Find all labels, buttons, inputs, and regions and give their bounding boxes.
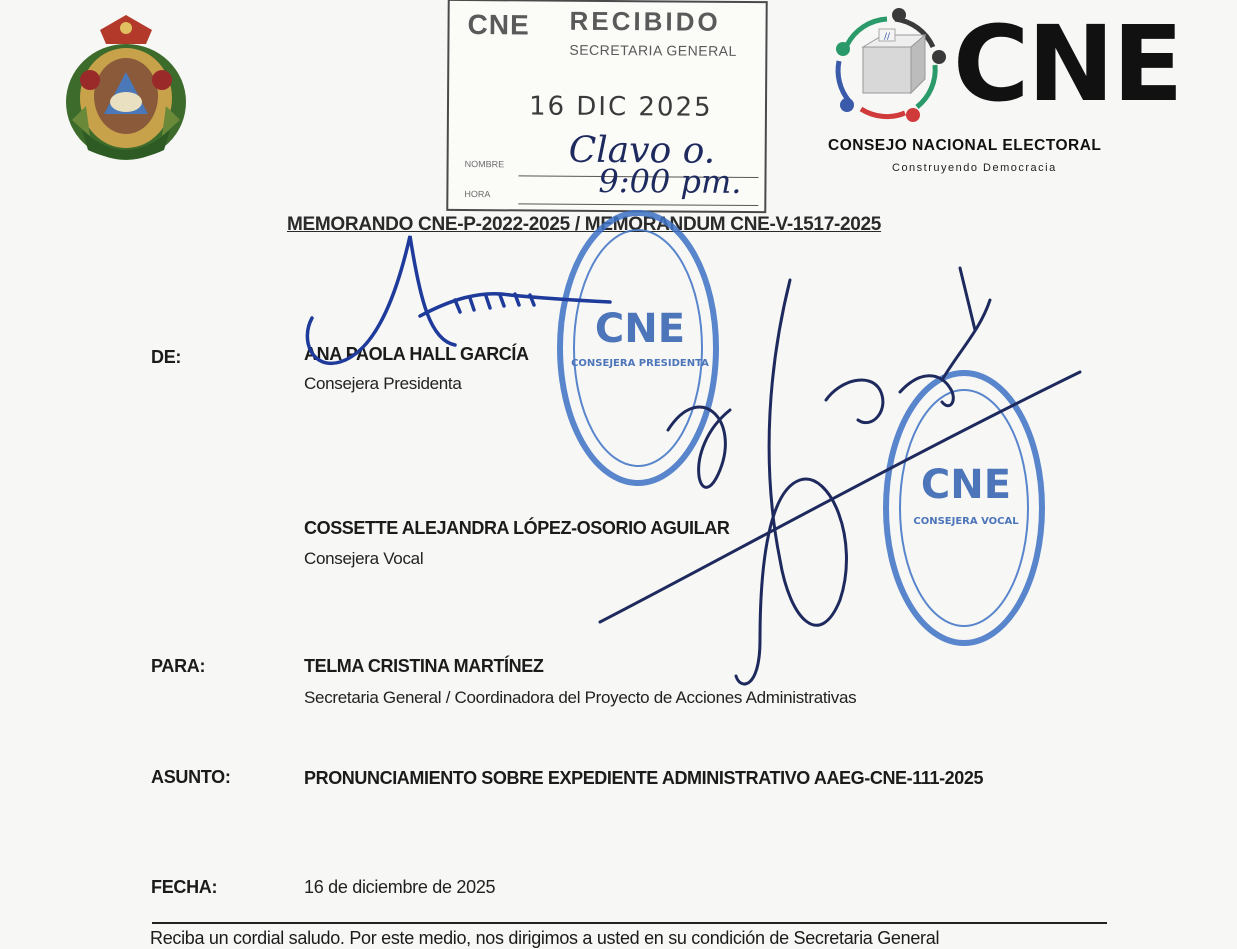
stamp-department: SECRETARIA GENERAL: [569, 41, 737, 59]
recipient-name: TELMA CRISTINA MARTÍNEZ: [304, 656, 544, 676]
organization-tagline: Construyendo Democracia: [892, 162, 1057, 174]
de-label: DE:: [151, 347, 182, 367]
seal2-center: CNE: [920, 462, 1012, 508]
cne-ballot-box-logo-icon: [825, 5, 950, 130]
fecha-label: FECHA:: [151, 877, 218, 897]
divider: [152, 922, 1107, 924]
svg-text://: //: [883, 32, 891, 42]
coat-of-arms-icon: [60, 10, 192, 165]
seal1-center: CNE: [594, 306, 686, 352]
seal-presidenta-icon: [560, 213, 716, 483]
organization-name: CONSEJO NACIONAL ELECTORAL: [828, 137, 1102, 154]
seal2-line: CONSEJERA VOCAL: [913, 516, 1019, 527]
sender2-name: COSSETTE ALEJANDRA LÓPEZ-OSORIO AGUILAR: [304, 518, 730, 538]
sender1-name: ANA PAOLA HALL GARCÍA: [304, 344, 529, 364]
sender2-role: Consejera Vocal: [304, 549, 424, 568]
stamp-org: CNE: [467, 9, 530, 41]
seal-vocal-icon: [886, 373, 1042, 643]
body-first-line: Reciba un cordial saludo. Por este medio, nos dirigimos a usted en su condición de Secretaria General: [150, 928, 940, 948]
sender1-role: Consejera Presidenta: [304, 374, 462, 393]
recipient-role: Secretaria General / Coordinadora del Proyecto de Acciones Administrativas: [304, 688, 857, 707]
memo-title: MEMORANDO CNE-P-2022-2025 / MEMORANDUM CNE-V-1517-2025: [287, 214, 882, 235]
fecha-value: 16 de diciembre de 2025: [304, 877, 496, 897]
handwritten-name: Clavo o.: [568, 129, 716, 172]
stamp-status: RECIBIDO: [569, 5, 721, 37]
asunto-label: ASUNTO:: [151, 767, 231, 787]
stamp-hour-line: [518, 203, 758, 206]
para-label: PARA:: [151, 656, 206, 676]
asunto-text: PRONUNCIAMIENTO SOBRE EXPEDIENTE ADMINISTRATIVO AAEG-CNE-111-2025: [304, 768, 984, 788]
stamp-name-label: NOMBRE: [464, 159, 505, 170]
received-stamp: [446, 0, 767, 213]
stamp-hour-label: HORA: [464, 189, 491, 200]
cne-logo-text: CNE: [953, 3, 1182, 125]
handwritten-time: 9:00 pm.: [598, 161, 742, 201]
signature-2-icon: [600, 268, 1080, 684]
stamp-date: 16 DIC 2025: [528, 91, 713, 123]
seal1-line: CONSEJERA PRESIDENTA: [571, 358, 709, 369]
